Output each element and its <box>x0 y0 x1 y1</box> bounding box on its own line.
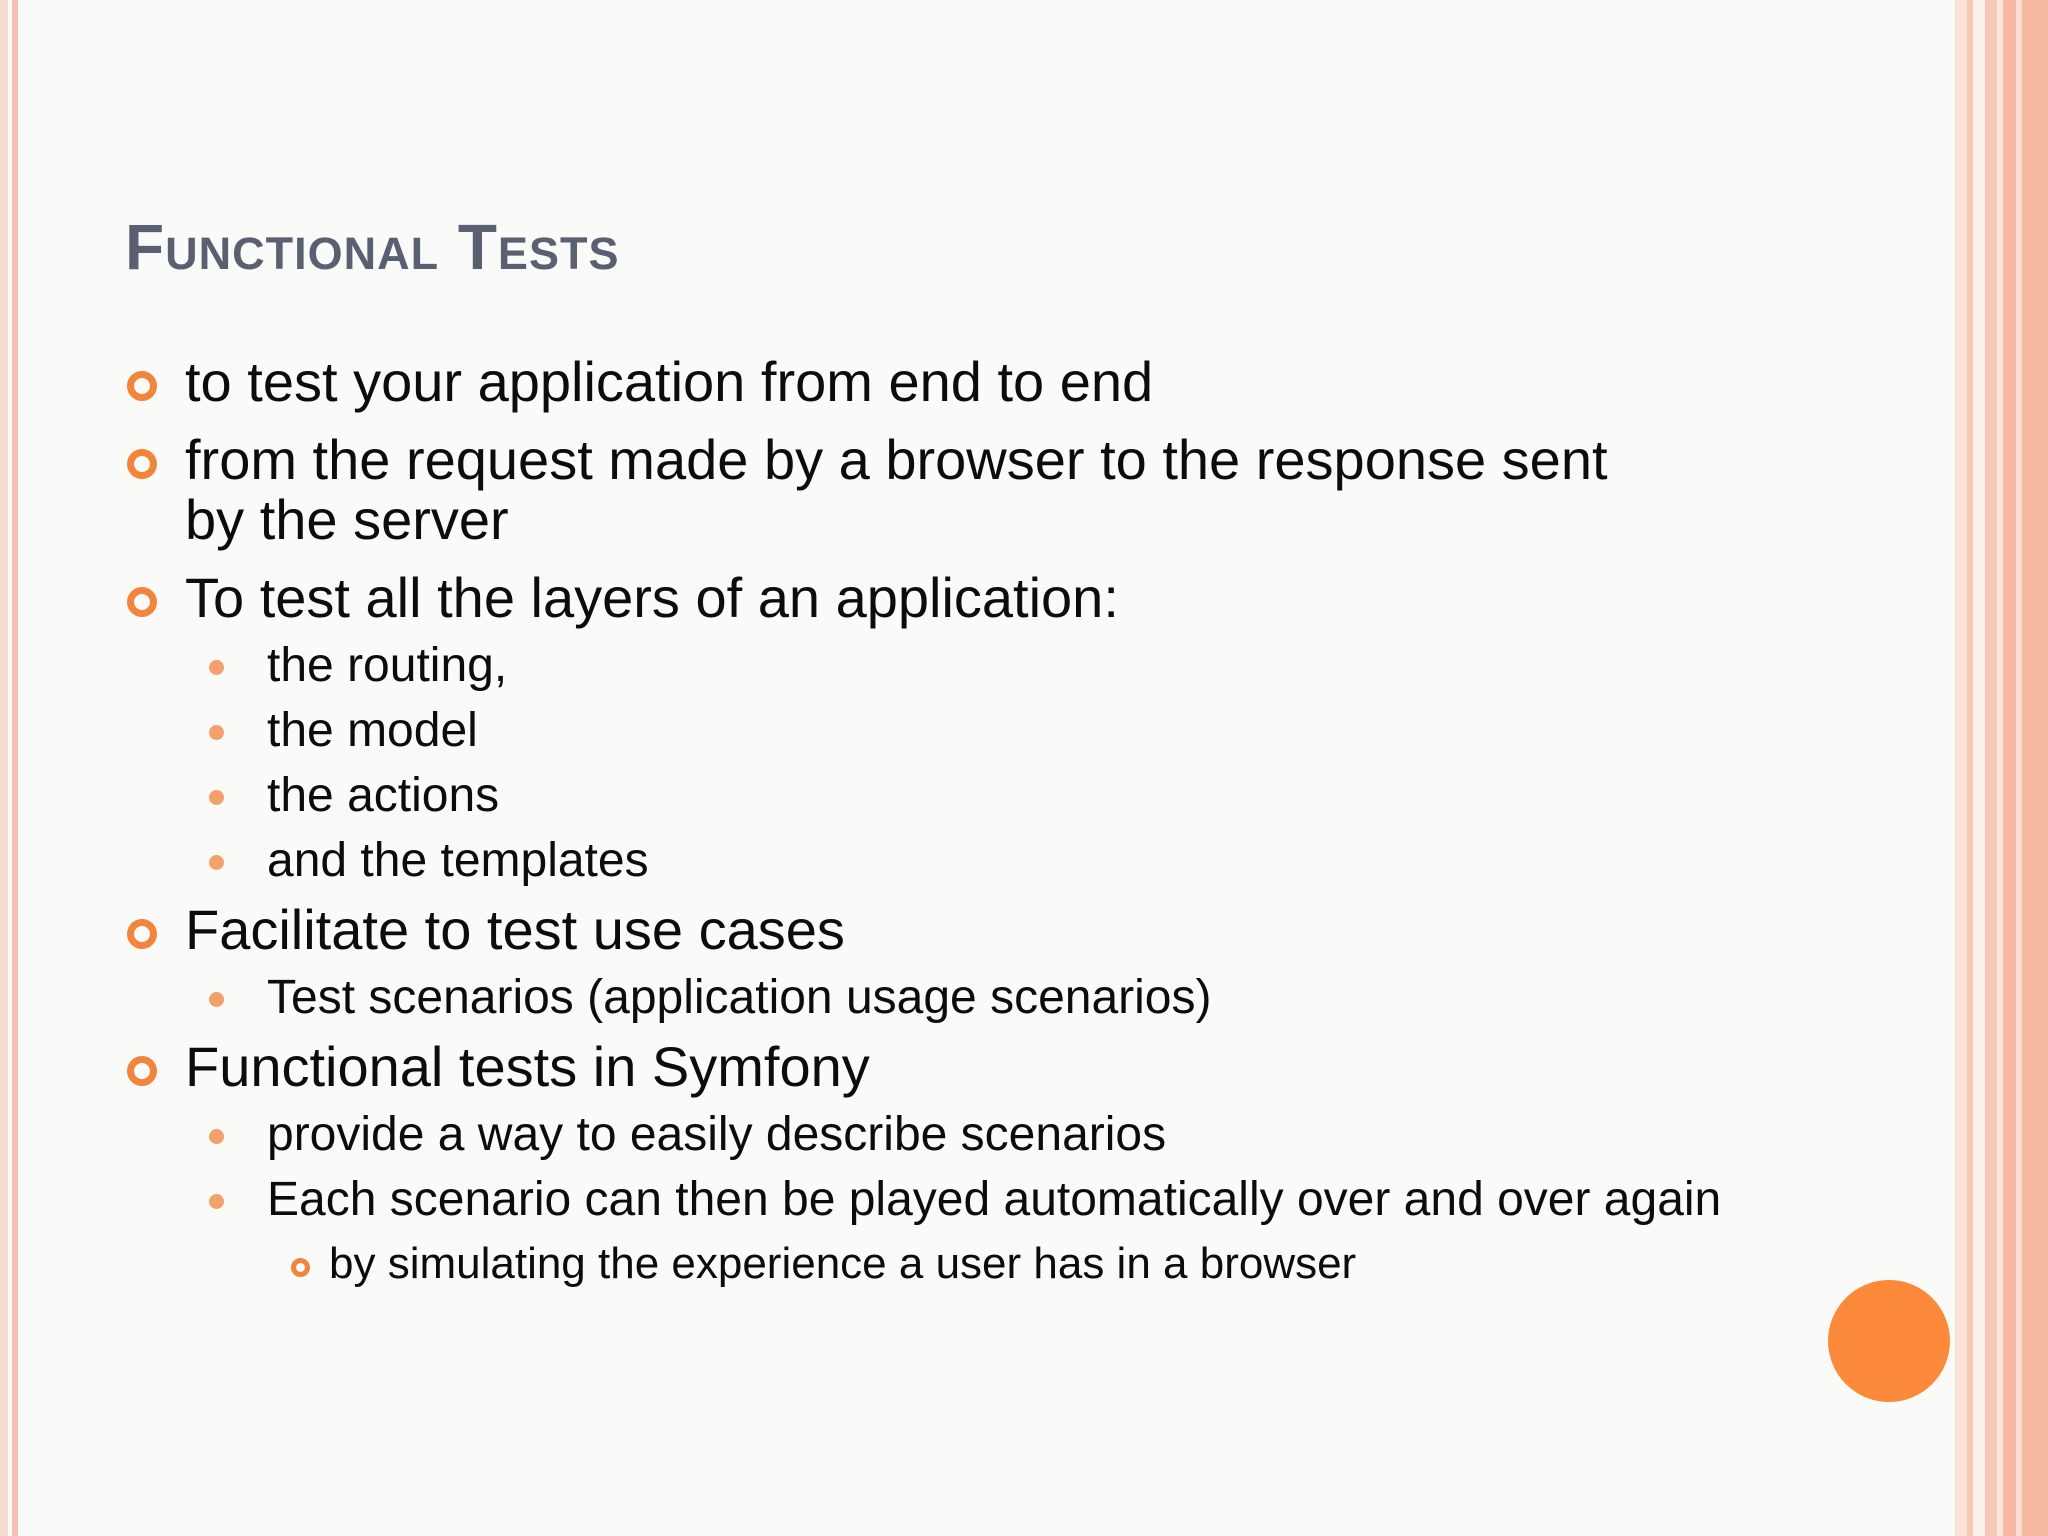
bullet-text: Functional tests in Symfony <box>185 1035 870 1098</box>
bullet-text: to test your application from end to end <box>185 350 1154 413</box>
dot-bullet-icon <box>209 992 224 1007</box>
ring-bullet-icon <box>291 1258 310 1277</box>
sub-bullet-item <box>125 705 1685 757</box>
right-stripe <box>1955 0 1967 1536</box>
ring-bullet-icon <box>127 1056 157 1086</box>
dot-bullet-icon <box>209 1194 224 1209</box>
bullet-item <box>125 900 1685 960</box>
bullet-item <box>125 1037 1685 1097</box>
ring-bullet-icon <box>127 449 157 479</box>
dot-bullet-icon <box>209 725 224 740</box>
right-stripe <box>2003 0 2048 1536</box>
sub-bullet-text: and the templates <box>267 834 649 887</box>
ring-bullet-icon <box>127 371 157 401</box>
sub-sub-bullet-text: by simulating the experience a user has in a browser <box>329 1239 1357 1288</box>
bullet-list <box>125 350 1722 1289</box>
left-stripe-inner <box>12 0 18 1536</box>
bullet-item <box>125 352 1685 412</box>
sub-bullet-item <box>125 835 1685 887</box>
slide-title: Functional Tests <box>125 211 620 283</box>
sub-bullet-item <box>125 640 1685 692</box>
dot-bullet-icon <box>209 660 224 675</box>
dot-bullet-icon <box>209 855 224 870</box>
dot-bullet-icon <box>209 1129 224 1144</box>
sub-sub-bullet-item <box>125 1239 1685 1289</box>
sub-bullet-text: the actions <box>267 769 500 822</box>
decorative-orange-circle <box>1828 1280 1950 1402</box>
left-stripe-outer <box>0 0 8 1536</box>
sub-bullet-text: the model <box>267 704 478 757</box>
right-stripe <box>2016 0 2022 1536</box>
bullet-text: from the request made by a browser to the response sent by the server <box>185 428 1608 551</box>
bullet-text: To test all the layers of an application: <box>185 566 1119 629</box>
sub-bullet-text: provide a way to easily describe scenarios <box>267 1108 1167 1161</box>
sub-bullet-item <box>125 1109 1685 1161</box>
sub-bullet-item <box>125 1174 1787 1226</box>
sub-bullet-text: Each scenario can then be played automatically over and over again <box>267 1173 1722 1226</box>
bullet-item <box>125 430 1615 550</box>
sub-bullet-text: Test scenarios (application usage scenarios) <box>267 971 1212 1024</box>
dot-bullet-icon <box>209 790 224 805</box>
bullet-text: Facilitate to test use cases <box>185 898 845 961</box>
ring-bullet-icon <box>127 919 157 949</box>
sub-bullet-item <box>125 770 1685 822</box>
bullet-item <box>125 568 1685 628</box>
right-stripe <box>1973 0 1985 1536</box>
ring-bullet-icon <box>127 587 157 617</box>
sub-bullet-text: the routing, <box>267 639 508 692</box>
right-stripe <box>1985 0 1997 1536</box>
sub-bullet-item <box>125 972 1685 1024</box>
